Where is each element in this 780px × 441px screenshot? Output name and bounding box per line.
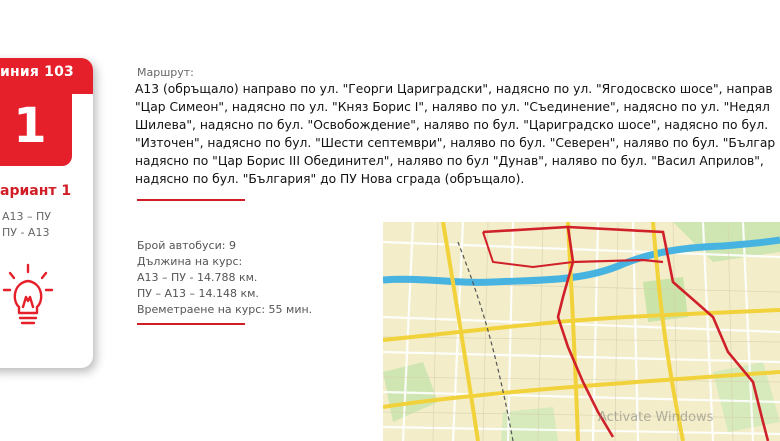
direction-1: А13 – ПУ xyxy=(2,210,51,223)
divider xyxy=(137,199,245,201)
route-label: Маршрут: xyxy=(137,66,194,79)
route-line: "Цар Симеон", надясно по ул. "Княз Борис I", наляво по ул. "Съединение", надясно по ул. "Недял xyxy=(135,100,770,114)
route-map xyxy=(383,222,780,441)
route-line: "Източен", надясно по бул. "Шести септември", наляво по бул. "Северен", наляво по бул. "Българ xyxy=(135,136,776,150)
route-stats xyxy=(137,238,312,318)
length-label: Дължина на курс: xyxy=(137,255,243,268)
route-description xyxy=(135,80,780,188)
route-number-badge xyxy=(0,94,72,166)
bus-count: Брой автобуси: 9 xyxy=(137,239,236,252)
city-map-image xyxy=(383,222,780,441)
route-line: Шилева", надясно по бул. "Освобождение", наляво по бул. "Цариградско шосе", надясно по бул. xyxy=(135,118,769,132)
length-back: ПУ – А13 – 14.148 км. xyxy=(137,287,259,300)
line-label: иния 103 xyxy=(0,64,74,80)
activate-windows-watermark: Activate Windows xyxy=(598,410,714,425)
variant-label: ариант 1 xyxy=(0,183,72,199)
route-card xyxy=(0,58,93,368)
route-line: надясно по "Цар Борис III Обединител", наляво по бул "Дунав", наляво по бул. "Васил Априлов", xyxy=(135,154,764,168)
lightbulb-icon xyxy=(2,263,54,329)
route-line: А13 (обръщало) направо по ул. "Георги Царигpадски", надясно по ул. "Ягодосвско шосе", направ xyxy=(135,82,773,96)
length-forward: А13 – ПУ - 14.788 км. xyxy=(137,271,258,284)
route-line: надясно по бул. "България" до ПУ Нова сграда (обръщало). xyxy=(135,172,525,186)
trip-duration: Времетраене на курс: 55 мин. xyxy=(137,303,313,316)
direction-2: ПУ - А13 xyxy=(2,226,50,239)
divider xyxy=(137,323,245,325)
route-number: 1 xyxy=(13,98,47,154)
